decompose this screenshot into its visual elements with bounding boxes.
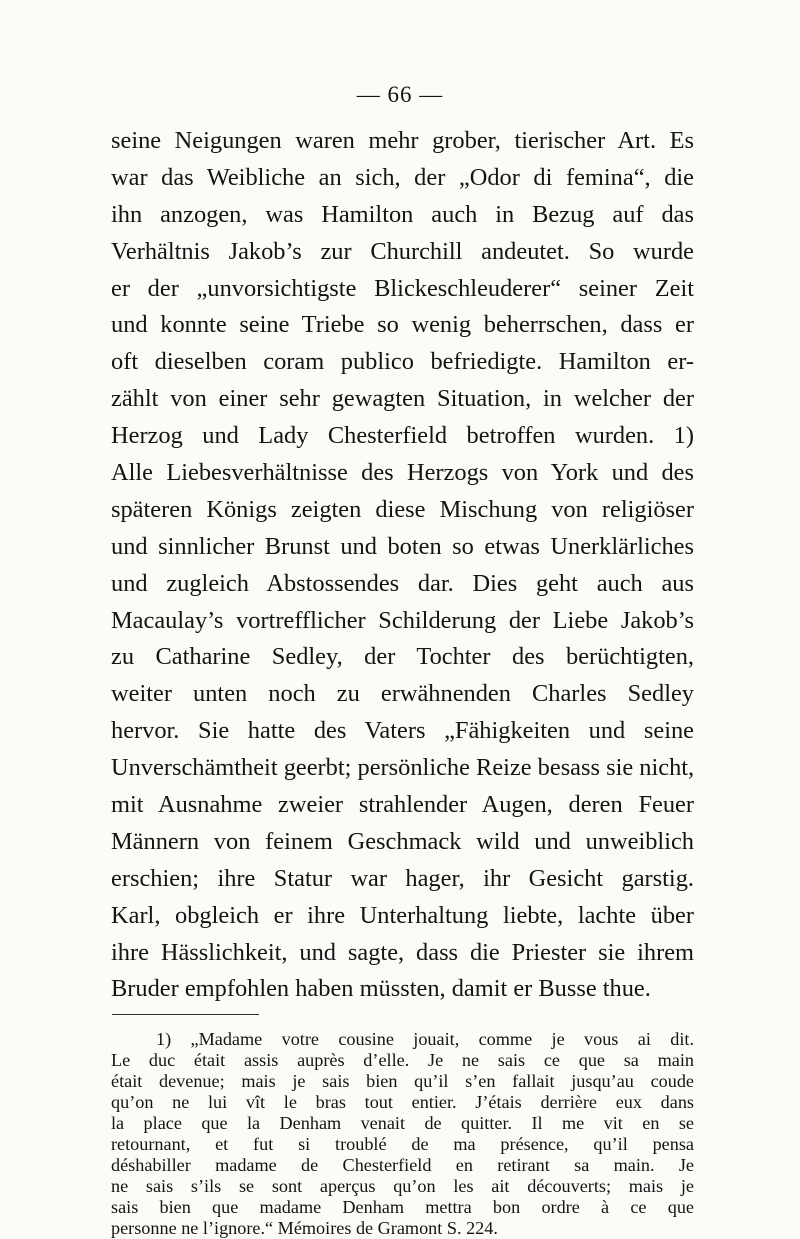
page-number: — 66 — [356, 82, 444, 107]
body-line: seine Neigungen waren mehr grober, tierischer Art. Es [111, 127, 694, 154]
body-line: weiter unten noch zu erwähnenden Charles Sedley [111, 680, 694, 708]
body-line: Unverschämtheit geerbt; persönliche Reize besass sie nicht, [111, 754, 695, 782]
body-line: Alle Liebesverhältnisse des Herzogs von York und des [111, 459, 694, 487]
body-line: erschien; ihre Statur war hager, ihr Gesicht garstig. [111, 864, 694, 892]
footnote-line: qu’on ne lui vît le bras tout entier. J’étais derrière eux dans [111, 1092, 694, 1112]
body-line: Karl, obgleich er ihre Unterhaltung liebte, lachte über [111, 901, 694, 929]
footnote-line: la place que la Denham venait de quitter. Il me vit en se [111, 1113, 694, 1133]
body-line: zählt von einer sehr gewagten Situation, in welcher der [111, 385, 694, 413]
body-line: ihn anzogen, was Hamilton auch in Bezug auf das [111, 200, 694, 228]
footnote-line: déshabiller madame de Chesterfield en retirant sa main. Je [111, 1155, 694, 1175]
body-line: und sinnlicher Brunst und boten so etwas Unerklärliches [111, 532, 694, 560]
body-line: er der „unvorsichtigste Blickeschleuderer“ seiner Zeit [111, 274, 694, 302]
body-line: späteren Königs zeigten diese Mischung von religiöser [111, 495, 694, 523]
body-line: oft dieselben coram publico befriedigte. Hamilton er- [111, 348, 694, 376]
body-line: Herzog und Lady Chesterfield betroffen wurden. 1) [111, 422, 694, 450]
footnote-line: personne ne l’ignore.“ Mémoires de Gramont S. 224. [111, 1218, 498, 1238]
footnote-line: ne sais s’ils se sont aperçus qu’on les ait découverts; mais je [111, 1176, 694, 1196]
body-line: Männern von feinem Geschmack wild und unweiblich [111, 827, 694, 855]
body-line: zu Catharine Sedley, der Tochter des berüchtigten, [111, 643, 694, 671]
main-text-block [111, 123, 694, 1008]
body-line: Bruder empfohlen haben müssten, damit er Busse thue. [111, 975, 651, 1003]
body-line: und konnte seine Triebe so wenig beherrschen, dass er [111, 311, 694, 339]
body-line: mit Ausnahme zweier strahlender Augen, deren Feuer [111, 791, 694, 819]
footnote-divider [112, 1014, 259, 1015]
footnote-line: 1) „Madame votre cousine jouait, comme je vous ai dit. [156, 1029, 694, 1049]
body-line: hervor. Sie hatte des Vaters „Fähigkeiten und seine [111, 717, 694, 745]
footnote-line: retournant, et fut si troublé de ma présence, qu’il pensa [111, 1134, 694, 1154]
body-line: war das Weibliche an sich, der „Odor di femina“, die [111, 163, 694, 191]
footnote-line: Le duc était assis auprès d’elle. Je ne sais ce que sa main [111, 1050, 694, 1070]
body-line: ihre Hässlichkeit, und sagte, dass die Priester sie ihrem [111, 938, 694, 966]
body-line: und zugleich Abstossendes dar. Dies geht auch aus [111, 569, 694, 597]
body-line: Macaulay’s vortrefflicher Schilderung der Liebe Jakob’s [111, 606, 694, 634]
footnote-line: était devenue; mais je sais bien qu’il s’en fallait jusqu’au coude [111, 1071, 694, 1091]
body-line: Verhältnis Jakob’s zur Churchill andeutet. So wurde [111, 237, 694, 265]
footnote-line: sais bien que madame Denham mettra bon ordre à ce que [111, 1197, 694, 1217]
